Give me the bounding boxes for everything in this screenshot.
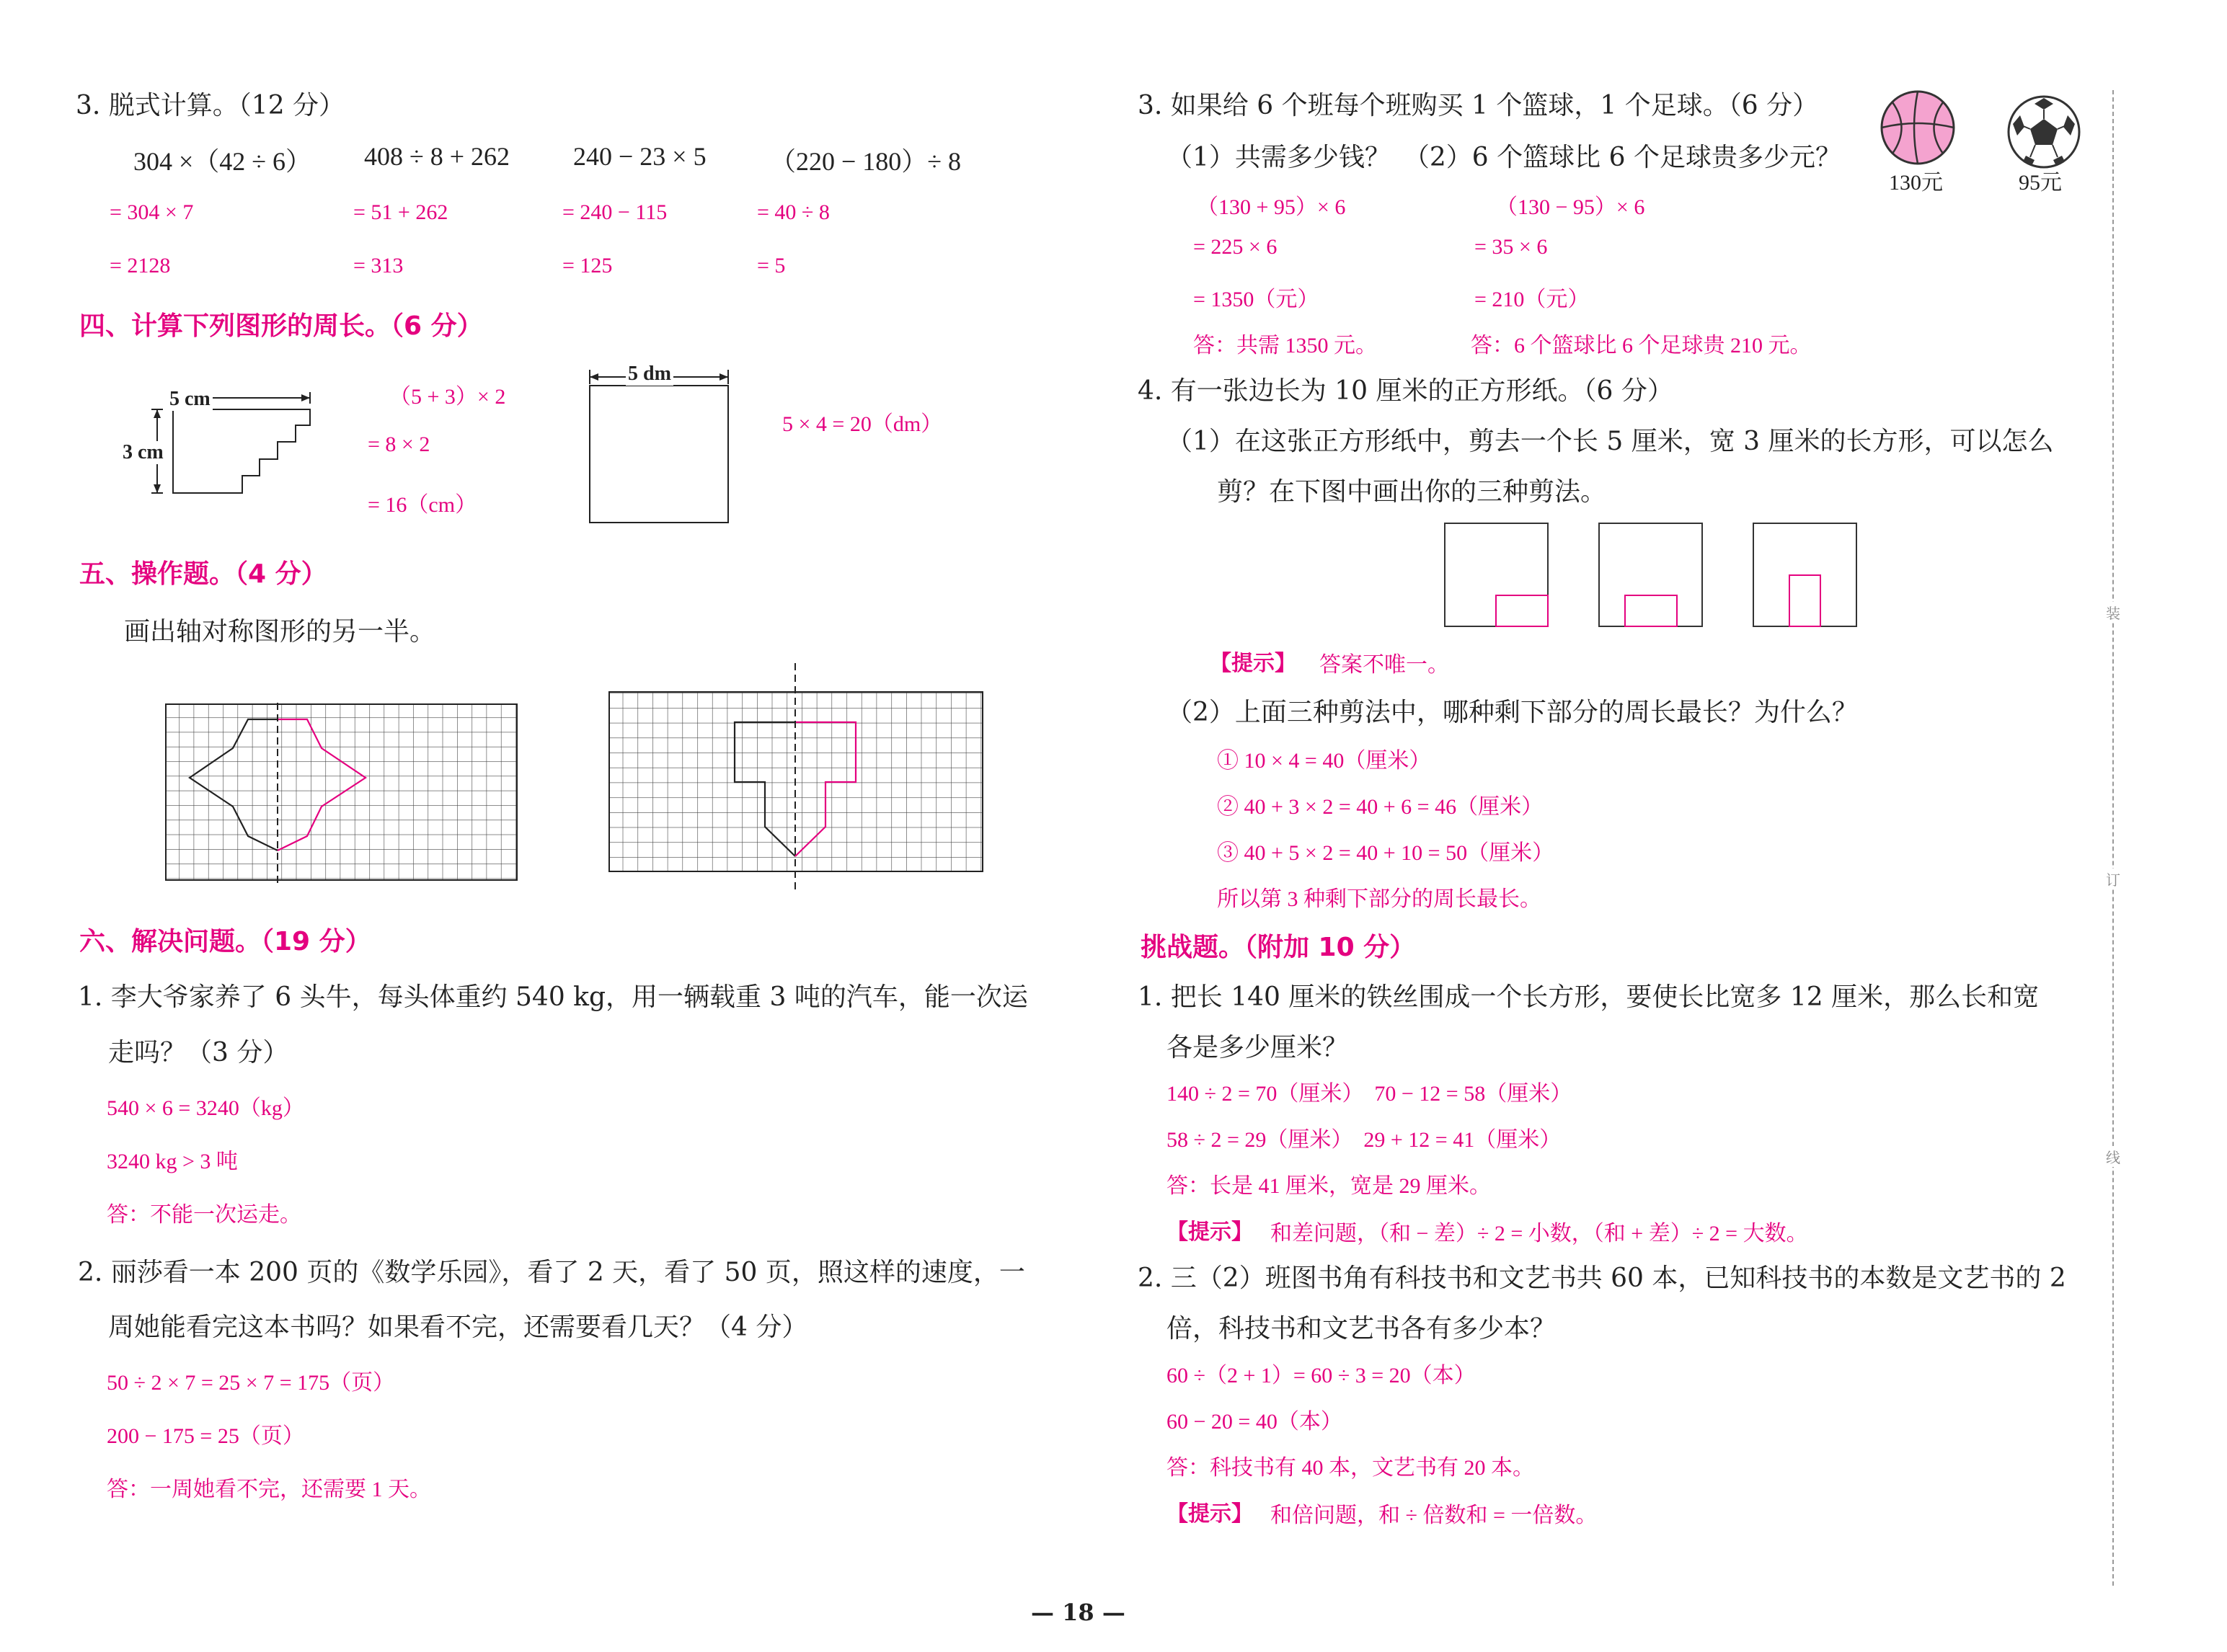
c-p1-ans-2: 58 ÷ 2 = 29（厘米） 29 + 12 = 41（厘米） (1166, 1128, 1562, 1152)
expr-3-step2: = 125 (562, 254, 613, 277)
r-q4-sub2: （2）上面三种剪法中，哪种剩下部分的周长最长？为什么？ (1166, 698, 1858, 727)
p2-line2: 周她能看完这本书吗？如果看不完，还需要看几天？（4 分） (108, 1313, 808, 1342)
r-q4-ans-4: 所以第 3 种剩下部分的周长最长。 (1217, 887, 1541, 911)
fig2-top-label: 5 dm (626, 363, 673, 386)
c-p2-ans-1: 60 ÷（2 + 1）= 60 ÷ 3 = 20（本） (1166, 1364, 1476, 1387)
r-q4-sub1-line2: 剪？在下图中画出你的三种剪法。 (1217, 477, 1607, 507)
expr-4: （220 − 180）÷ 8 (770, 147, 962, 176)
section-5-title: 五、操作题。（4 分） (79, 559, 327, 589)
expr-1-step1: = 304 × 7 (110, 200, 194, 224)
fig1-ans-1: （5 + 3）× 2 (389, 385, 506, 409)
r-q4-ans-1: ① 10 × 4 = 40（厘米） (1217, 749, 1431, 773)
c-p1-line1: 1. 把长 140 厘米的铁丝围成一个长方形，要使长比宽多 12 厘米，那么长和宽 (1138, 982, 2040, 1012)
cut-squares (1442, 520, 1860, 629)
r-q3-ans1-4: 答：共需 1350 元。 (1193, 334, 1377, 358)
c-p2-hint-tag: 【提示】 (1166, 1501, 1253, 1527)
fig1-side-label: 3 cm (123, 441, 164, 463)
q3-title: 3. 脱式计算。（12 分） (76, 91, 345, 120)
r-q4-title: 4. 有一张边长为 10 厘米的正方形纸。（6 分） (1138, 376, 1673, 406)
fig2-ans: 5 × 4 = 20（dm） (782, 412, 943, 436)
c-p1-hint: 和差问题，（和 − 差）÷ 2 = 小数，（和 + 差）÷ 2 = 大数。 (1270, 1222, 1808, 1245)
expr-1: 304 ×（42 ÷ 6） (133, 147, 312, 176)
p2-ans-3: 答：一周她看不完，还需要 1 天。 (107, 1478, 431, 1501)
r-q4-ans-3: ③ 40 + 5 × 2 = 40 + 10 = 50（厘米） (1217, 841, 1554, 865)
football-price: 95元 (2019, 171, 2062, 195)
football-icon (2006, 94, 2082, 170)
binding-line (2112, 90, 2114, 1586)
c-p2-line2: 倍，科技书和文艺书各有多少本？ (1166, 1314, 1557, 1344)
fig1-top-label: 5 cm (167, 388, 213, 411)
r-q4-ans-2: ② 40 + 3 × 2 = 40 + 6 = 46（厘米） (1217, 795, 1544, 819)
section-5-instruction: 画出轴对称图形的另一半。 (124, 617, 436, 647)
c-p2-ans-3: 答：科技书有 40 本，文艺书有 20 本。 (1166, 1456, 1534, 1480)
challenge-title: 挑战题。（附加 10 分） (1141, 933, 1416, 962)
basketball-price: 130元 (1889, 171, 1943, 195)
expr-4-step2: = 5 (757, 254, 786, 277)
expr-2-step2: = 313 (353, 254, 404, 277)
r-q3-ans1-2: = 225 × 6 (1193, 235, 1278, 259)
c-p2-line1: 2. 三（2）班图书角有科技书和文艺书共 60 本，已知科技书的本数是文艺书的 2 (1138, 1264, 2066, 1293)
c-p2-hint: 和倍问题，和 ÷ 倍数和 = 一倍数。 (1270, 1504, 1598, 1527)
expr-4-step1: = 40 ÷ 8 (757, 200, 830, 224)
p1-line1: 1. 李大爷家养了 6 头牛，每头体重约 540 kg，用一辆载重 3 吨的汽车，能一次运 (78, 982, 1028, 1012)
r-q3-ans2-3: = 210（元） (1474, 288, 1590, 311)
page-number: — 18 — (1031, 1599, 1125, 1626)
section-6-title: 六、解决问题。（19 分） (79, 927, 371, 956)
p2-ans-1: 50 ÷ 2 × 7 = 25 × 7 = 175（页） (107, 1371, 395, 1395)
r-q4-sub1-line1: （1）在这张正方形纸中，剪去一个长 5 厘米，宽 3 厘米的长方形，可以怎么 (1166, 427, 2054, 456)
section-4-title: 四、计算下列图形的周长。（6 分） (79, 311, 483, 341)
p1-ans-3: 答：不能一次运走。 (107, 1203, 301, 1227)
expr-3-step1: = 240 − 115 (562, 200, 668, 224)
expr-2-step1: = 51 + 262 (353, 200, 448, 224)
p2-line1: 2. 丽莎看一本 200 页的《数学乐园》，看了 2 天，看了 50 页，照这样的速度，一 (78, 1258, 1025, 1287)
r-q4-hint: 答案不唯一。 (1319, 653, 1449, 677)
r-q3-ans1-1: （130 + 95）× 6 (1197, 195, 1346, 219)
star-grid (164, 703, 525, 883)
p2-ans-2: 200 − 175 = 25（页） (107, 1424, 304, 1448)
fig1-ans-3: = 16（cm） (368, 493, 477, 517)
expr-1-step2: = 2128 (110, 254, 171, 277)
basketball-icon (1878, 90, 1957, 169)
r-q3-sub: （1）共需多少钱？ （2）6 个篮球比 6 个足球贵多少元？ (1166, 143, 1841, 172)
binding-mark-2: 订 (2106, 869, 2120, 889)
c-p1-hint-tag: 【提示】 (1166, 1220, 1253, 1245)
arrow-grid (608, 663, 997, 894)
fig1-ans-2: = 8 × 2 (368, 432, 430, 456)
r-q3-ans1-3: = 1350（元） (1193, 288, 1319, 311)
c-p1-ans-3: 答：长是 41 厘米，宽是 29 厘米。 (1166, 1174, 1491, 1198)
p1-ans-1: 540 × 6 = 3240（kg） (107, 1096, 304, 1120)
p1-line2: 走吗？（3 分） (108, 1038, 289, 1067)
r-q3-ans2-4: 答：6 个篮球比 6 个足球贵 210 元。 (1471, 334, 1812, 358)
r-q3-ans2-1: （130 − 95）× 6 (1496, 195, 1645, 219)
c-p2-ans-2: 60 − 20 = 40（本） (1166, 1410, 1342, 1434)
r-q3-title: 3. 如果给 6 个班每个班购买 1 个篮球，1 个足球。（6 分） (1138, 91, 1819, 120)
expr-3: 240 − 23 × 5 (573, 142, 707, 171)
square-figure (584, 364, 735, 526)
c-p1-line2: 各是多少厘米？ (1166, 1033, 1349, 1062)
binding-mark-1: 装 (2106, 602, 2120, 623)
p1-ans-2: 3240 kg > 3 吨 (107, 1150, 238, 1173)
r-q3-ans2-2: = 35 × 6 (1474, 235, 1548, 259)
binding-mark-3: 线 (2106, 1146, 2120, 1167)
r-q4-hint-tag: 【提示】 (1210, 651, 1296, 676)
c-p1-ans-1: 140 ÷ 2 = 70（厘米） 70 − 12 = 58（厘米） (1166, 1082, 1572, 1106)
expr-2: 408 ÷ 8 + 262 (364, 142, 510, 171)
